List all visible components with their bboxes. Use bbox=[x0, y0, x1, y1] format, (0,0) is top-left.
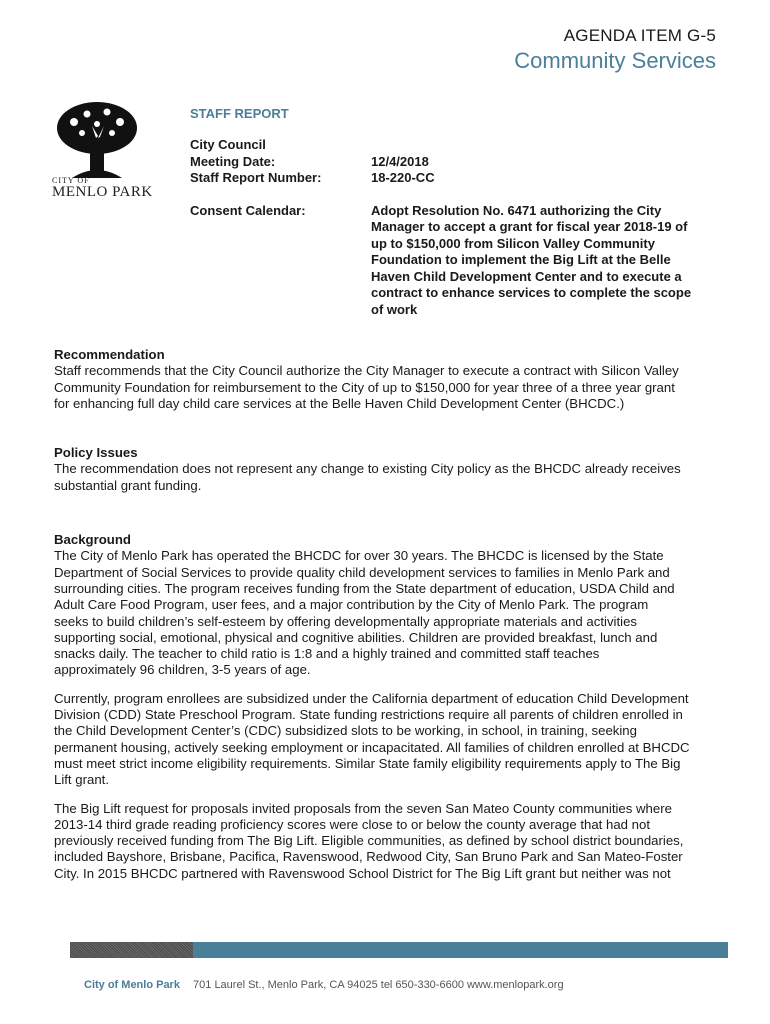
consent-line: contract to enhance services to complete the scope bbox=[371, 285, 692, 300]
footer-bar-dark-segment bbox=[70, 942, 193, 958]
report-body bbox=[54, 347, 716, 882]
report-meta bbox=[190, 137, 716, 318]
meta-row bbox=[190, 137, 716, 154]
logo-city-name: MENLO PARK bbox=[52, 184, 153, 200]
recommendation-text bbox=[54, 363, 716, 412]
text-line: surrounding cities. The program receives funding from the State department of education, USDA Child and bbox=[54, 580, 675, 596]
text-line: Currently, program enrollees are subsidized under the California department of education Child Development bbox=[54, 690, 689, 706]
tree-icon bbox=[52, 100, 142, 180]
consent-line: of work bbox=[371, 301, 418, 317]
text-line: The City of Menlo Park has operated the BHCDC for over 30 years. The BHCDC is licensed by the State bbox=[54, 548, 664, 564]
policy-issues-text bbox=[54, 461, 716, 494]
text-line: Lift grant. bbox=[54, 772, 109, 788]
text-line: Staff recommends that the City Council authorize the City Manager to execute a contract with Silicon Valley bbox=[54, 363, 679, 379]
staff-report-label: STAFF REPORT bbox=[190, 106, 289, 121]
background-paragraph-1 bbox=[54, 548, 716, 678]
text-line: the Child Development Center’s (CDC) subsidized slots to be working, in school, in training, seeking bbox=[54, 723, 637, 739]
text-line: included Bayshore, Brisbane, Pacifica, Ravenswood, Redwood City, San Bruno Park and San Mateo-Foster bbox=[54, 849, 683, 865]
text-line: substantial grant funding. bbox=[54, 477, 202, 493]
text-line: 2013-14 third grade reading proficiency scores were close to or below the county average that had not bbox=[54, 816, 650, 832]
meta-key: Consent Calendar: bbox=[190, 202, 306, 218]
text-line: Community Foundation for reimbursement to the City of up to $150,000 for year three of a three year grant bbox=[54, 379, 675, 395]
meta-row bbox=[190, 154, 716, 171]
text-line: previously received funding from The Big Lift. Eligible communities, as defined by school district boundaries, bbox=[54, 833, 684, 849]
consent-line: Manager to accept a grant for fiscal year 2018-19 of bbox=[371, 219, 688, 234]
meta-value bbox=[371, 137, 716, 154]
footer-color-bar bbox=[70, 942, 728, 958]
text-line: Adult Care Food Program, user fees, and a major contribution by the City of Menlo Park. The program bbox=[54, 597, 649, 613]
meta-key: Meeting Date: bbox=[190, 153, 276, 169]
consent-line: Adopt Resolution No. 6471 authorizing the City bbox=[371, 202, 662, 218]
meta-row bbox=[190, 170, 716, 187]
text-line: supporting social, emotional, physical and cognitive abilities. Children are provided breakfast, lunch and bbox=[54, 629, 658, 645]
policy-issues-heading: Policy Issues bbox=[54, 445, 138, 461]
meta-key: Staff Report Number: bbox=[190, 170, 322, 185]
recommendation-heading: Recommendation bbox=[54, 347, 165, 362]
agenda-item-label: AGENDA ITEM G-5 bbox=[563, 26, 716, 45]
text-line: for enhancing full day child care services at the Belle Haven Child Development Center (BHCDC.) bbox=[54, 395, 625, 411]
meeting-date-value: 12/4/2018 bbox=[371, 153, 429, 169]
text-line: must meet strict income eligibility requirements. Similar State family eligibility requirements apply to The Big bbox=[54, 755, 681, 771]
consent-calendar-row bbox=[190, 203, 716, 319]
consent-calendar-text bbox=[371, 203, 716, 319]
text-line: City. In 2015 BHCDC partnered with Ravenswood School District for The Big Lift grant but neither was not bbox=[54, 865, 671, 881]
consent-line: Haven Child Development Center and to execute a bbox=[371, 268, 682, 284]
text-line: Division (CDD) State Preschool Program. State funding restrictions require all parents of children enrolled in bbox=[54, 707, 683, 723]
meta-key: City Council bbox=[190, 137, 266, 152]
footer-bar-accent-segment bbox=[193, 942, 728, 958]
logo-city-of-text: CITY OF bbox=[52, 176, 90, 185]
footer-address: 701 Laurel St., Menlo Park, CA 94025 tel 650-330-6600 www.menlopark.org bbox=[193, 979, 564, 991]
consent-line: up to $150,000 from Silicon Valley Community bbox=[371, 235, 655, 251]
text-line: snacks daily. The teacher to child ratio is 1:8 and a highly trained and committed staff teaches bbox=[54, 646, 600, 662]
footer-city-name: City of Menlo Park bbox=[84, 979, 180, 991]
background-paragraph-3 bbox=[54, 801, 716, 882]
text-line: The recommendation does not represent any change to existing City policy as the BHCDC already receives bbox=[54, 461, 681, 477]
background-paragraph-2 bbox=[54, 691, 716, 789]
text-line: seeks to build children’s self-esteem by offering developmentally appropriate materials and activities bbox=[54, 613, 637, 629]
department-title: Community Services bbox=[514, 48, 716, 73]
report-number-value: 18-220-CC bbox=[371, 170, 435, 185]
text-line: approximately 96 children, 3-5 years of age. bbox=[54, 662, 311, 678]
text-line: Department of Social Services to provide quality child development services to families in Menlo Park and bbox=[54, 564, 670, 580]
footer bbox=[84, 979, 564, 991]
text-line: The Big Lift request for proposals invited proposals from the seven San Mateo County communities where bbox=[54, 800, 672, 816]
consent-line: Foundation to implement the Big Lift at the Belle bbox=[371, 252, 671, 267]
background-heading: Background bbox=[54, 532, 131, 548]
text-line: permanent housing, actively seeking employment or incapacitated. All families of children enrolled at BHCDC bbox=[54, 739, 690, 755]
